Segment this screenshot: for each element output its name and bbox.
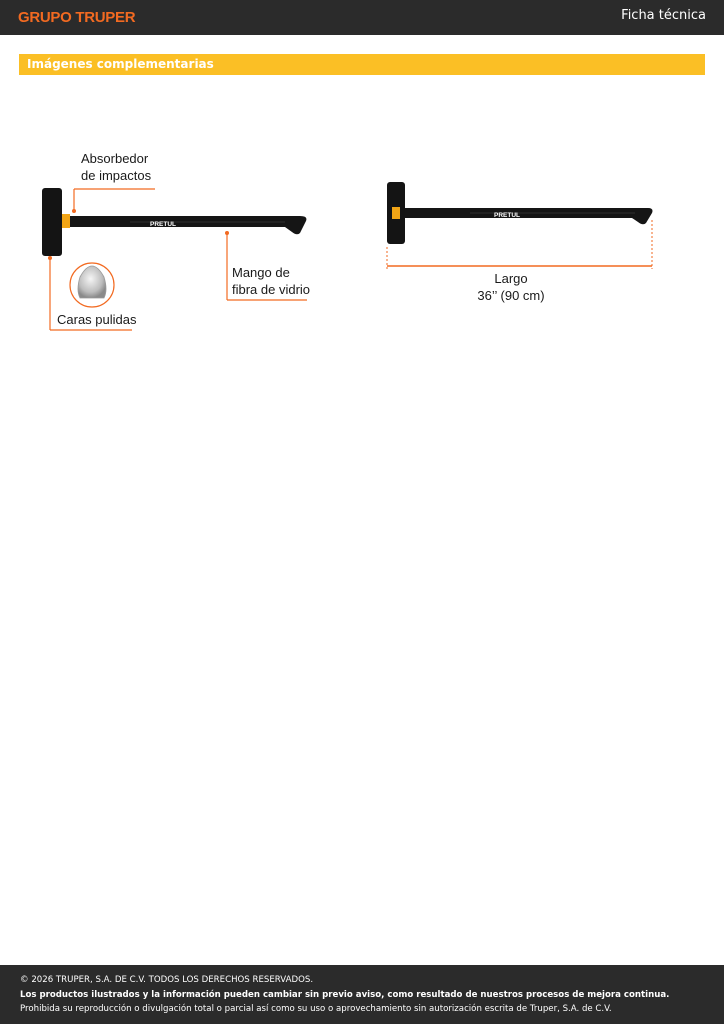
length-label: Largo [494,271,528,286]
callout-handle-line2: fibra de vidrio [232,282,311,297]
brand-logo: GRUPO TRUPER [18,9,136,26]
hammer-badge [62,214,70,228]
hammer-handle [70,216,306,234]
length-value: 36’’ (90 cm) [477,288,545,303]
absorber-callout-dot [72,209,76,213]
hammer-badge-right [392,207,400,219]
section-title: Imágenes complementarias [27,57,214,71]
callout-length [461,270,561,304]
section-header [19,54,705,75]
hammer-head [42,188,62,256]
handle-logo-right: PRETUL [494,212,520,219]
callout-handle [232,264,310,298]
callout-absorber-line1: Absorbedor [81,151,149,166]
hammer-features-figure [0,140,330,340]
footer [0,965,724,1024]
footer-copyright: © 2026 TRUPER, S.A. DE C.V. TODOS LOS DERECHOS RESERVADOS. [20,975,314,985]
hammer-dimension-figure [380,175,660,275]
handle-logo-left: PRETUL [150,221,176,228]
callout-absorber [81,150,151,184]
header-bar [0,0,724,35]
footer-notice: Los productos ilustrados y la información pueden cambiar sin previo aviso, como resultado de nuestros procesos de mejora continua. [20,990,670,1000]
callout-handle-line1: Mango de [232,265,290,280]
footer-legal: Prohibida su reproducción o divulgación total o parcial así como su uso o aprovechamiento sin autorización escrita de Truper, S.A. de C.V. [20,1004,612,1014]
hammer-handle-right [405,208,653,224]
callout-faces: Caras pulidas [57,312,137,327]
document-type-label: Ficha técnica [621,8,706,23]
callout-absorber-line2: de impactos [81,168,152,183]
